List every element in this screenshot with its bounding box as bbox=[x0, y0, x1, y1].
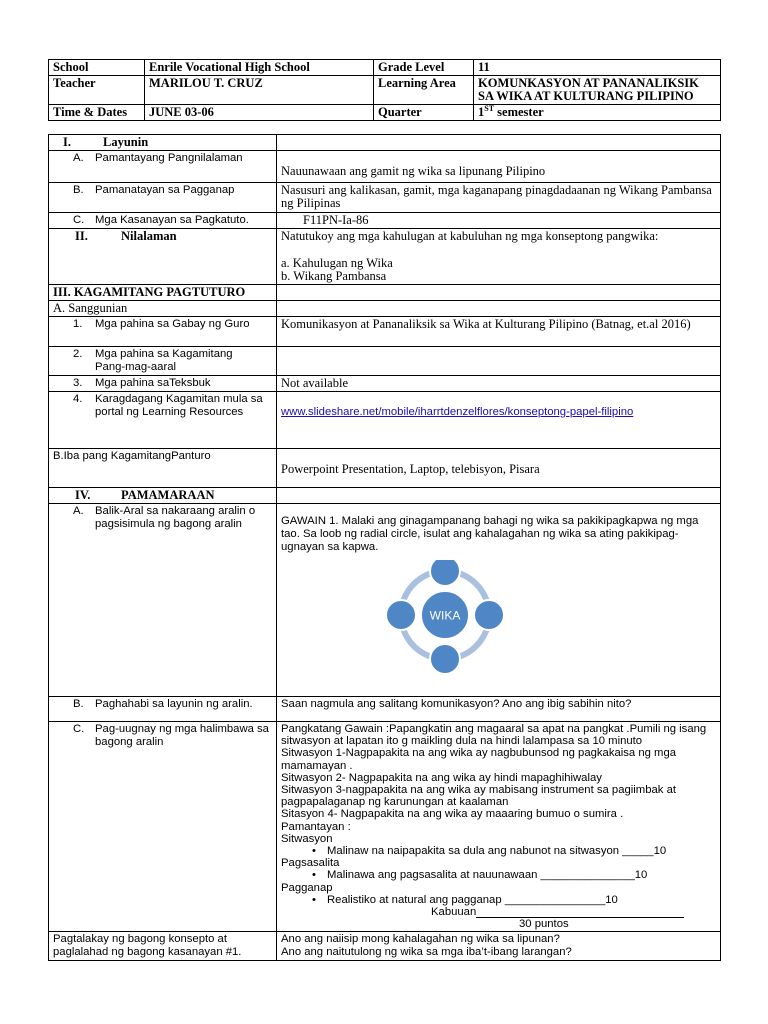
crit-3-item bbox=[301, 894, 716, 906]
ref-2-num: 2. bbox=[73, 348, 83, 360]
pam-a-label: Balik-Aral sa nakaraang aralin o pagsisimula ng bagong aralin bbox=[95, 505, 256, 530]
total-label: Kabuuan bbox=[431, 906, 477, 919]
ref-2-label-cell bbox=[49, 347, 277, 376]
layunin-a-label: Pamantayang Pangnilalaman bbox=[95, 152, 243, 164]
school-value: Enrile Vocational High School bbox=[145, 60, 374, 76]
ref-1-label-cell bbox=[49, 317, 277, 347]
layunin-title: Layunin bbox=[103, 135, 149, 149]
quarter-value bbox=[474, 105, 721, 121]
quarter-rest: semester bbox=[494, 105, 544, 119]
school-label: School bbox=[49, 60, 145, 76]
layunin-a-value: Nauunawaan ang gamit ng wika sa lipunang Pilipino bbox=[281, 164, 546, 178]
row-pamamaraan bbox=[49, 488, 721, 504]
ref-1-num: 1. bbox=[73, 318, 83, 330]
pamamaraan-heading bbox=[49, 488, 277, 504]
quarter-num: 1 bbox=[478, 105, 485, 119]
row-layunin-b bbox=[49, 183, 721, 213]
layunin-empty bbox=[277, 135, 721, 151]
ref-1-value: Komunikasyon at Pananaliksik sa Wika at Kulturang Pilipino (Batnag, et.al 2016) bbox=[277, 317, 721, 347]
area-value bbox=[474, 76, 721, 105]
pagtalakay-label-2: paglalahad ng bagong kasanayan #1. bbox=[53, 946, 242, 959]
sanggunian-label: A. Sanggunian bbox=[49, 301, 277, 317]
pam-b-value: Saan nagmula ang salitang komunikasyon? Ano ang ibig sabihin nito? bbox=[277, 697, 721, 722]
pam-b-num: B. bbox=[73, 698, 84, 710]
bullet-icon: • bbox=[312, 845, 316, 858]
nilalaman-item-b: b. Wikang Pambansa bbox=[281, 269, 387, 283]
nilalaman-num: II. bbox=[75, 229, 88, 243]
pamamaraan-title: PAMAMARAAN bbox=[121, 488, 215, 502]
pam-c-line-1: Pangkatang Gawain :Papangkatin ang magaaral sa apat na pangkat .Pumili ng isang bbox=[281, 723, 707, 735]
crit-1-item bbox=[301, 845, 716, 857]
ref-3-label: Mga pahina saTeksbuk bbox=[95, 377, 211, 389]
layunin-c-value: F11PN-Ia-86 bbox=[277, 213, 721, 229]
row-layunin-a bbox=[49, 151, 721, 183]
lesson-plan-table bbox=[48, 134, 721, 961]
row-ref-1 bbox=[49, 317, 721, 347]
pagtalakay-label-cell bbox=[49, 932, 277, 961]
iba-value-cell bbox=[277, 449, 721, 488]
time-label: Time & Dates bbox=[49, 105, 145, 121]
row-pamamaraan-b bbox=[49, 697, 721, 722]
layunin-c-num: C. bbox=[73, 214, 85, 226]
layunin-b-label: Pamanatayan sa Pagganap bbox=[95, 184, 235, 196]
ref-3-num: 3. bbox=[73, 377, 83, 389]
layunin-heading bbox=[49, 135, 277, 151]
row-layunin bbox=[49, 135, 721, 151]
nilalaman-intro: Natutukoy ang mga kahulugan at kabuluhan ng mga konseptong pangwika: bbox=[281, 229, 659, 243]
header-row-school bbox=[49, 60, 721, 76]
ref-4-label-1: Karagdagang Kagamitan mula sa bbox=[95, 393, 263, 405]
nilalaman-title: Nilalaman bbox=[121, 229, 177, 243]
pam-c-line-2: sitwasyon at lapatan ito g maikling dula na hindi lalampasa sa 10 minuto bbox=[281, 735, 643, 748]
header-row-teacher bbox=[49, 76, 721, 105]
teacher-label: Teacher bbox=[49, 76, 145, 105]
total-row bbox=[281, 906, 716, 918]
crit-1-head: Sitwasyon bbox=[281, 832, 333, 845]
layunin-c-label-cell bbox=[49, 213, 277, 229]
pam-c-line-4: Sitwasyon 2- Nagpapakita na ang wika ay hindi mapaghihiwalay bbox=[281, 771, 602, 784]
row-pamamaraan-c bbox=[49, 722, 721, 932]
radial-diagram bbox=[375, 560, 515, 680]
iba-label: B.Iba pang KagamitangPanturo bbox=[49, 449, 277, 488]
ref-2-label-2: Pang-mag-aaral bbox=[95, 361, 177, 373]
nilalaman-content bbox=[277, 229, 721, 285]
crit-2-text: Malinawa ang pagsasalita at nauunawaan _______________10 bbox=[327, 869, 648, 882]
layunin-b-value: Nasusuri ang kalikasan, gamit, mga kaganapang pinagdadaanan ng Wikang Pambansa ng Pilipinas bbox=[277, 183, 721, 213]
ref-4-link[interactable]: www.slideshare.net/mobile/iharrtdenzelflores/konseptong-papel-filipino bbox=[281, 406, 634, 418]
layunin-c-label: Mga Kasanayan sa Pagkatuto. bbox=[95, 214, 249, 226]
pam-b-label-cell bbox=[49, 697, 277, 722]
center-label: WIKA bbox=[429, 608, 461, 623]
total-value: 30 puntos bbox=[519, 918, 569, 931]
nilalaman-item-a: a. Kahulugan ng Wika bbox=[281, 256, 393, 270]
ref-3-label-cell bbox=[49, 376, 277, 392]
pamamaraan-empty bbox=[277, 488, 721, 504]
nilalaman-heading bbox=[49, 229, 277, 285]
ref-4-num: 4. bbox=[73, 393, 83, 405]
crit-3-text: Realistiko at natural ang pagganap ________________10 bbox=[327, 893, 618, 906]
layunin-a-num: A. bbox=[73, 152, 84, 164]
crit-2-item bbox=[301, 869, 716, 881]
layunin-num: I. bbox=[63, 135, 71, 149]
crit-1-text: Malinaw na naipapakita sa dula ang nabunot na sitwasyon _____10 bbox=[327, 845, 667, 858]
pam-c-line-7: Sitasyon 4- Nagpapakita na ang wika ay maaaring bumuo o sumira . bbox=[281, 808, 624, 821]
pam-a-num: A. bbox=[73, 505, 84, 517]
satellite-node-bottom bbox=[430, 644, 460, 674]
satellite-node-top bbox=[430, 560, 460, 586]
bullet-icon: • bbox=[312, 869, 316, 882]
header-table bbox=[48, 59, 721, 121]
pam-a-label-cell bbox=[49, 504, 277, 697]
pagtalakay-content bbox=[277, 932, 721, 961]
kagamitan-empty bbox=[277, 285, 721, 301]
pam-a-value: GAWAIN 1. Malaki ang ginagampanang bahagi ng wika sa pakikipagkapwa ng mga tao. Sa loob ng radial circle, isulat ang kahalagahan ng wika sa ating pakikipag-ugnayan sa kapwa. bbox=[281, 515, 699, 553]
pamamaraan-num: IV. bbox=[75, 488, 91, 502]
quarter-label: Quarter bbox=[374, 105, 474, 121]
pam-c-num: C. bbox=[73, 723, 85, 735]
pam-c-content bbox=[277, 722, 721, 932]
grade-value: 11 bbox=[474, 60, 721, 76]
iba-value: Powerpoint Presentation, Laptop, telebisyon, Pisara bbox=[281, 462, 540, 476]
pam-c-line-3: Sitwasyon 1-Nagpapakita na ang wika ay nagbubunsod ng pagkakaisa ng mga mamamayan . bbox=[281, 747, 677, 772]
pam-c-line-8: Pamantayan : bbox=[281, 820, 351, 833]
row-nilalaman bbox=[49, 229, 721, 285]
satellite-node-right bbox=[474, 600, 504, 630]
pam-c-label: Pag-uugnay ng mga halimbawa sa bagong aralin bbox=[95, 723, 269, 748]
quarter-sup: ST bbox=[484, 103, 495, 113]
row-ref-4 bbox=[49, 392, 721, 449]
layunin-a-label-cell bbox=[49, 151, 277, 183]
layunin-b-label-cell bbox=[49, 183, 277, 213]
layunin-a-value-cell bbox=[277, 151, 721, 183]
area-value-line1: KOMUNKASYON AT PANANALIKSIK bbox=[478, 76, 699, 90]
row-pamamaraan-a bbox=[49, 504, 721, 697]
crit-3-head: Pagganap bbox=[281, 881, 333, 894]
row-ref-2 bbox=[49, 347, 721, 376]
kagamitan-title: III. KAGAMITANG PAGTUTURO bbox=[49, 285, 277, 301]
row-kagamitan bbox=[49, 285, 721, 301]
pam-c-line-5: Sitwasyon 3-nagpapakita na ang wika ay mabisang instrument sa pagiimbak at bbox=[281, 784, 676, 797]
row-ref-3 bbox=[49, 376, 721, 392]
time-value: JUNE 03-06 bbox=[145, 105, 374, 121]
ref-4-value-cell bbox=[277, 392, 721, 449]
area-label: Learning Area bbox=[374, 76, 474, 105]
pam-c-label-cell bbox=[49, 722, 277, 932]
ref-3-value: Not available bbox=[277, 376, 721, 392]
pam-b-label: Paghahabi sa layunin ng aralin. bbox=[95, 698, 253, 710]
bullet-icon: • bbox=[312, 893, 316, 906]
pam-c-line-6: pagpapalaganap ng karunungan at kaalaman bbox=[281, 796, 509, 809]
row-layunin-c bbox=[49, 213, 721, 229]
total-blank bbox=[476, 917, 684, 918]
pagtalakay-label-1: Pagtalakay ng bagong konsepto at bbox=[53, 933, 227, 946]
row-iba bbox=[49, 449, 721, 488]
sanggunian-empty bbox=[277, 301, 721, 317]
header-row-time bbox=[49, 105, 721, 121]
ref-2-label-1: Mga pahina sa Kagamitang bbox=[95, 348, 233, 360]
ref-4-label-2: portal ng Learning Resources bbox=[95, 406, 244, 418]
teacher-value: MARILOU T. CRUZ bbox=[145, 76, 374, 105]
grade-label: Grade Level bbox=[374, 60, 474, 76]
pagtalakay-q1: Ano ang naiisip mong kahalagahan ng wika sa lipunan? bbox=[281, 933, 560, 946]
layunin-b-num: B. bbox=[73, 184, 84, 196]
row-pagtalakay bbox=[49, 932, 721, 961]
area-value-line2: SA WIKA AT KULTURANG PILIPINO bbox=[478, 89, 694, 103]
pam-a-value-cell bbox=[277, 504, 721, 697]
satellite-node-left bbox=[386, 600, 416, 630]
pagtalakay-q2: Ano ang naitutulong ng wika sa mga iba’t-ibang larangan? bbox=[281, 946, 572, 959]
ref-1-label: Mga pahina sa Gabay ng Guro bbox=[95, 318, 250, 330]
ref-2-value bbox=[277, 347, 721, 376]
row-sanggunian bbox=[49, 301, 721, 317]
ref-4-label-cell bbox=[49, 392, 277, 449]
crit-2-head: Pagsasalita bbox=[281, 857, 340, 870]
